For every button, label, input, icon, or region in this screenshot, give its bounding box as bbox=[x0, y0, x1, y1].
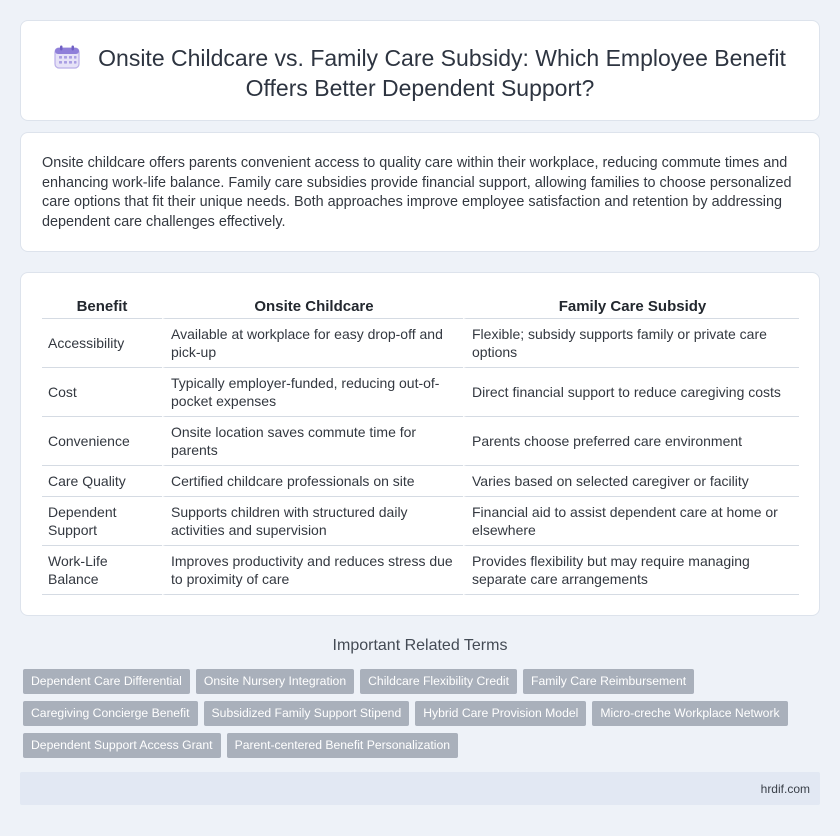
table-row bbox=[42, 466, 799, 497]
page-title bbox=[21, 43, 819, 103]
related-term-tag[interactable]: Onsite Nursery Integration bbox=[196, 669, 354, 694]
column-header-benefit: Benefit bbox=[42, 297, 162, 319]
table-row bbox=[42, 546, 799, 595]
onsite-childcare-cell: Certified childcare professionals on site bbox=[162, 466, 463, 497]
related-terms-heading: Important Related Terms bbox=[332, 637, 508, 654]
benefit-cell: Convenience bbox=[42, 417, 162, 466]
table-row bbox=[42, 368, 799, 417]
benefit-cell: Care Quality bbox=[42, 466, 162, 497]
family-care-subsidy-cell: Parents choose preferred care environment bbox=[463, 417, 799, 466]
table-row bbox=[42, 417, 799, 466]
related-term-tag[interactable]: Childcare Flexibility Credit bbox=[360, 669, 517, 694]
related-term-tag[interactable]: Micro-creche Workplace Network bbox=[592, 701, 787, 726]
related-term-tag[interactable]: Caregiving Concierge Benefit bbox=[23, 701, 198, 726]
benefit-cell: Work-Life Balance bbox=[42, 546, 162, 595]
header-card bbox=[20, 20, 820, 121]
onsite-childcare-cell: Typically employer-funded, reducing out-of-pocket expenses bbox=[162, 368, 463, 417]
table-row bbox=[42, 319, 799, 368]
footer-site-link[interactable]: hrdif.com bbox=[760, 782, 810, 796]
related-term-tag[interactable]: Hybrid Care Provision Model bbox=[415, 701, 586, 726]
tag-row bbox=[23, 733, 813, 765]
comparison-table bbox=[42, 297, 799, 595]
onsite-childcare-cell: Onsite location saves commute time for parents bbox=[162, 417, 463, 466]
family-care-subsidy-cell: Direct financial support to reduce caregiving costs bbox=[463, 368, 799, 417]
intro-paragraph: Onsite childcare offers parents convenient access to quality care within their workplace, reducing commute times and enhancing work-life balance. Family care subsidies provide financial support, allowing families to choose personalized care options that fit their unique needs. Both approaches improve employee satisfaction and retention by addressing dependent care challenges effectively. bbox=[42, 155, 792, 230]
related-terms-tags bbox=[23, 669, 813, 765]
related-term-tag[interactable]: Subsidized Family Support Stipend bbox=[204, 701, 410, 726]
family-care-subsidy-cell: Provides flexibility but may require managing separate care arrangements bbox=[463, 546, 799, 595]
calendar-icon bbox=[54, 45, 80, 69]
tag-row bbox=[23, 669, 813, 701]
column-header-family-care-subsidy: Family Care Subsidy bbox=[463, 297, 799, 319]
related-term-tag[interactable]: Dependent Support Access Grant bbox=[23, 733, 221, 758]
onsite-childcare-cell: Supports children with structured daily activities and supervision bbox=[162, 497, 463, 546]
intro-card bbox=[20, 132, 820, 252]
benefit-cell: Dependent Support bbox=[42, 497, 162, 546]
table-row bbox=[42, 497, 799, 546]
onsite-childcare-cell: Improves productivity and reduces stress due to proximity of care bbox=[162, 546, 463, 595]
column-header-onsite-childcare: Onsite Childcare bbox=[162, 297, 463, 319]
related-term-tag[interactable]: Parent-centered Benefit Personalization bbox=[227, 733, 458, 758]
family-care-subsidy-cell: Flexible; subsidy supports family or private care options bbox=[463, 319, 799, 368]
tag-row bbox=[23, 701, 813, 733]
footer-bar bbox=[20, 772, 820, 805]
benefit-cell: Cost bbox=[42, 368, 162, 417]
family-care-subsidy-cell: Varies based on selected caregiver or facility bbox=[463, 466, 799, 497]
related-term-tag[interactable]: Dependent Care Differential bbox=[23, 669, 190, 694]
related-term-tag[interactable]: Family Care Reimbursement bbox=[523, 669, 694, 694]
benefit-cell: Accessibility bbox=[42, 319, 162, 368]
family-care-subsidy-cell: Financial aid to assist dependent care at home or elsewhere bbox=[463, 497, 799, 546]
comparison-card bbox=[20, 272, 820, 616]
table-header-row bbox=[42, 297, 799, 319]
page-title-text: Onsite Childcare vs. Family Care Subsidy: Which Employee Benefit Offers Better Dependent Support? bbox=[98, 45, 786, 101]
onsite-childcare-cell: Available at workplace for easy drop-off and pick-up bbox=[162, 319, 463, 368]
